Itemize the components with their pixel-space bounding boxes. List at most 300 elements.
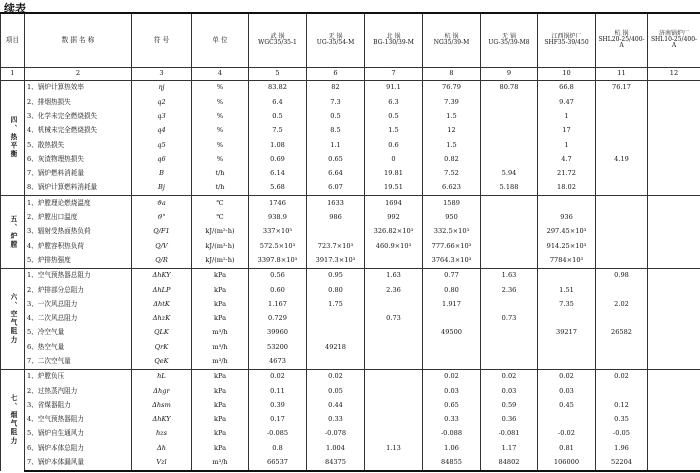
- unit-cell: ℃: [192, 196, 249, 211]
- value-cell: [596, 253, 648, 268]
- value-cell: -0.081: [481, 427, 538, 441]
- value-cell: 0.11: [249, 384, 307, 398]
- symbol-cell: ΔhLP: [132, 283, 192, 297]
- table-row: [1, 239, 700, 253]
- value-cell: 992: [365, 210, 423, 224]
- value-cell: 0: [365, 152, 423, 166]
- item-name: 8、锅炉计算燃料消耗量: [25, 181, 132, 196]
- value-cell: 936: [538, 210, 596, 224]
- table-row: [1, 384, 700, 398]
- value-cell: 0.77: [423, 268, 481, 283]
- column-header: 数 据 名 称: [25, 13, 132, 67]
- value-cell: [481, 196, 538, 211]
- symbol-cell: Δhgr: [132, 384, 192, 398]
- value-cell: 0.80: [423, 283, 481, 297]
- value-cell: 26582: [596, 326, 648, 340]
- boiler-maker: 江西锅炉厂: [551, 33, 582, 41]
- item-name: 2、排烟热损失: [25, 95, 132, 109]
- value-cell: 3764.3×10³: [423, 253, 481, 268]
- value-cell: [481, 354, 538, 369]
- value-cell: 0.73: [481, 311, 538, 325]
- unit-cell: kPa: [192, 384, 249, 398]
- item-name: 1、空气预热器总阻力: [25, 268, 132, 283]
- symbol-cell: B: [132, 166, 192, 180]
- value-cell: [596, 384, 648, 398]
- column-index: 3: [132, 67, 192, 80]
- boiler-model: NG35/39-M: [433, 39, 470, 47]
- value-cell: [481, 253, 538, 268]
- item-name: 6、锅炉本体总阻力: [25, 441, 132, 455]
- symbol-cell: QeK: [132, 354, 192, 369]
- value-cell: 986: [307, 210, 365, 224]
- item-name: 3、化学未完全燃烧损失: [25, 109, 132, 123]
- value-cell: [481, 326, 538, 340]
- value-cell: -0.085: [249, 427, 307, 441]
- value-cell: [648, 196, 700, 211]
- item-name: 3、省煤器阻力: [25, 398, 132, 412]
- value-cell: 2.36: [481, 283, 538, 297]
- table-row: [1, 326, 700, 340]
- value-cell: 39217: [538, 326, 596, 340]
- table-row: [1, 369, 700, 384]
- value-cell: 1.75: [307, 297, 365, 311]
- value-cell: 49218: [307, 340, 365, 354]
- value-cell: 1.96: [596, 441, 648, 455]
- symbol-cell: ΔhKY: [132, 412, 192, 426]
- item-name: 5、散热损失: [25, 138, 132, 152]
- value-cell: [648, 384, 700, 398]
- boiler-maker: 北 锅: [386, 33, 401, 41]
- value-cell: [596, 340, 648, 354]
- value-cell: 0.03: [481, 384, 538, 398]
- value-cell: 1.5: [423, 109, 481, 123]
- value-cell: 2.36: [365, 283, 423, 297]
- value-cell: 0.81: [538, 441, 596, 455]
- unit-cell: kPa: [192, 412, 249, 426]
- value-cell: [648, 297, 700, 311]
- symbol-cell: Q/R: [132, 253, 192, 268]
- symbol-cell: Bj: [132, 181, 192, 196]
- value-cell: 1.51: [538, 283, 596, 297]
- symbol-cell: ΔhtK: [132, 297, 192, 311]
- value-cell: [596, 239, 648, 253]
- value-cell: 1.63: [365, 268, 423, 283]
- boiler-column-header: [307, 13, 365, 67]
- header-row: [1, 13, 700, 67]
- value-cell: [648, 441, 700, 455]
- boiler-model: SHL20-25/400-A: [598, 36, 645, 50]
- item-name: 3、一次风总阻力: [25, 297, 132, 311]
- item-name: 2、炉排部分总阻力: [25, 283, 132, 297]
- value-cell: [365, 326, 423, 340]
- table-row: [1, 181, 700, 196]
- table-row: [1, 283, 700, 297]
- value-cell: 0.95: [307, 268, 365, 283]
- value-cell: 0.45: [538, 398, 596, 412]
- unit-cell: %: [192, 124, 249, 138]
- value-cell: 17: [538, 124, 596, 138]
- value-cell: 0.73: [365, 311, 423, 325]
- value-cell: [538, 412, 596, 426]
- value-cell: 0.6: [365, 138, 423, 152]
- item-name: 7、二次空气量: [25, 354, 132, 369]
- value-cell: [596, 138, 648, 152]
- item-name: 4、炉膛容积热负荷: [25, 239, 132, 253]
- boiler-column-header: [596, 13, 648, 67]
- value-cell: [365, 398, 423, 412]
- boiler-model: SHF35-39/450: [544, 39, 589, 47]
- value-cell: [596, 311, 648, 325]
- value-cell: 914.25×10³: [538, 239, 596, 253]
- value-cell: [423, 311, 481, 325]
- value-cell: 84855: [423, 455, 481, 471]
- value-cell: [648, 455, 700, 471]
- item-name: 4、空气预热器阻力: [25, 412, 132, 426]
- symbol-cell: q2: [132, 95, 192, 109]
- table-row: [1, 225, 700, 239]
- table-row: [1, 311, 700, 325]
- item-name: 1、炉膛理论燃烧温度: [25, 196, 132, 211]
- value-cell: 82: [307, 80, 365, 95]
- value-cell: [596, 210, 648, 224]
- unit-cell: ℃: [192, 210, 249, 224]
- section-label: 六、空气阻力: [1, 268, 25, 369]
- symbol-cell: Q/V: [132, 239, 192, 253]
- unit-cell: t/h: [192, 166, 249, 180]
- value-cell: [596, 181, 648, 196]
- value-cell: 0.33: [423, 412, 481, 426]
- item-name: 5、炉排热强度: [25, 253, 132, 268]
- value-cell: 938.9: [249, 210, 307, 224]
- column-index: 11: [596, 67, 648, 80]
- value-cell: 1.167: [249, 297, 307, 311]
- column-index: 5: [249, 67, 307, 80]
- unit-cell: m³/h: [192, 455, 249, 471]
- value-cell: [648, 427, 700, 441]
- value-cell: [365, 297, 423, 311]
- value-cell: [648, 124, 700, 138]
- value-cell: 0.02: [423, 369, 481, 384]
- value-cell: [648, 412, 700, 426]
- symbol-cell: Vzl: [132, 455, 192, 471]
- value-cell: [596, 225, 648, 239]
- value-cell: 7784×10³: [538, 253, 596, 268]
- value-cell: [648, 210, 700, 224]
- value-cell: 19.81: [365, 166, 423, 180]
- value-cell: 0.02: [538, 369, 596, 384]
- table-row: [1, 109, 700, 123]
- value-cell: [648, 253, 700, 268]
- table-row: [1, 340, 700, 354]
- value-cell: 0.17: [249, 412, 307, 426]
- boiler-model: UG-35/54-M: [316, 39, 355, 47]
- symbol-cell: Q/F1: [132, 225, 192, 239]
- item-name: 7、锅炉燃料消耗量: [25, 166, 132, 180]
- value-cell: [538, 354, 596, 369]
- unit-cell: kPa: [192, 311, 249, 325]
- value-cell: 18.02: [538, 181, 596, 196]
- unit-cell: m³/h: [192, 326, 249, 340]
- value-cell: 723.7×10³: [307, 239, 365, 253]
- value-cell: 0.60: [249, 283, 307, 297]
- unit-cell: %: [192, 80, 249, 95]
- value-cell: 1: [538, 109, 596, 123]
- item-name: 7、锅炉本体漏风量: [25, 455, 132, 471]
- value-cell: 460.9×10³: [365, 239, 423, 253]
- value-cell: 0.8: [249, 441, 307, 455]
- value-cell: 1.13: [365, 441, 423, 455]
- value-cell: [481, 297, 538, 311]
- column-index: 8: [423, 67, 481, 80]
- value-cell: 777.66×10³: [423, 239, 481, 253]
- section-label: 五、炉膛: [1, 196, 25, 269]
- value-cell: 3917.3×10³: [307, 253, 365, 268]
- column-index: 7: [365, 67, 423, 80]
- item-name: 6、灰渣物理热损失: [25, 152, 132, 166]
- value-cell: [423, 340, 481, 354]
- value-cell: [365, 427, 423, 441]
- item-name: 4、机械未完全燃烧损失: [25, 124, 132, 138]
- value-cell: [596, 196, 648, 211]
- table-row: [1, 455, 700, 471]
- value-cell: [596, 354, 648, 369]
- value-cell: 19.51: [365, 181, 423, 196]
- value-cell: [538, 196, 596, 211]
- value-cell: 1.004: [307, 441, 365, 455]
- value-cell: 49500: [423, 326, 481, 340]
- column-index: 10: [538, 67, 596, 80]
- item-name: 5、冷空气量: [25, 326, 132, 340]
- value-cell: 0.5: [365, 109, 423, 123]
- symbol-cell: hzs: [132, 427, 192, 441]
- value-cell: [481, 152, 538, 166]
- value-cell: [365, 369, 423, 384]
- table-row: [1, 253, 700, 268]
- value-cell: [481, 210, 538, 224]
- column-header: 单 位: [192, 13, 249, 67]
- value-cell: 0.36: [481, 412, 538, 426]
- value-cell: 332.5×10³: [423, 225, 481, 239]
- value-cell: 6.3: [365, 95, 423, 109]
- value-cell: 4673: [249, 354, 307, 369]
- section-label: 四、热平衡: [1, 80, 25, 195]
- item-name: 2、炉膛出口温度: [25, 210, 132, 224]
- symbol-cell: ηj: [132, 80, 192, 95]
- value-cell: 297.45×10³: [538, 225, 596, 239]
- boiler-column-header: [423, 13, 481, 67]
- value-cell: [307, 326, 365, 340]
- symbol-cell: ΔhKY: [132, 268, 192, 283]
- boiler-maker: 无 锅: [502, 33, 516, 41]
- value-cell: 1.06: [423, 441, 481, 455]
- value-cell: 66.8: [538, 80, 596, 95]
- value-cell: 0.39: [249, 398, 307, 412]
- value-cell: 106000: [538, 455, 596, 471]
- value-cell: 6.07: [307, 181, 365, 196]
- value-cell: 1.08: [249, 138, 307, 152]
- value-cell: 1: [538, 138, 596, 152]
- symbol-cell: q6: [132, 152, 192, 166]
- value-cell: 0.5: [249, 109, 307, 123]
- value-cell: [481, 340, 538, 354]
- value-cell: 7.35: [538, 297, 596, 311]
- column-index: 6: [307, 67, 365, 80]
- symbol-cell: QrK: [132, 340, 192, 354]
- symbol-cell: ΔhzK: [132, 311, 192, 325]
- value-cell: [648, 283, 700, 297]
- boiler-maker: 无 锅: [328, 33, 343, 41]
- value-cell: 5.68: [249, 181, 307, 196]
- boiler-maker: 杭 锅: [444, 33, 459, 41]
- table-row: [1, 441, 700, 455]
- table-row: [1, 138, 700, 152]
- value-cell: 0.5: [307, 109, 365, 123]
- value-cell: 0.69: [249, 152, 307, 166]
- table-row: [1, 166, 700, 180]
- value-cell: 0.03: [538, 384, 596, 398]
- section-label: 七、烟气阻力: [1, 369, 25, 471]
- value-cell: 2.02: [596, 297, 648, 311]
- boiler-column-header: [249, 13, 307, 67]
- value-cell: 4.19: [596, 152, 648, 166]
- value-cell: [596, 124, 648, 138]
- value-cell: [648, 311, 700, 325]
- value-cell: [648, 109, 700, 123]
- unit-cell: kJ/(m²·h): [192, 225, 249, 239]
- boiler-model: WGC35/35-1: [258, 39, 297, 47]
- value-cell: -0.02: [538, 427, 596, 441]
- boiler-maker: 武 锅: [270, 33, 285, 41]
- value-cell: [365, 354, 423, 369]
- unit-cell: kJ/(m²·h): [192, 253, 249, 268]
- value-cell: 4.7: [538, 152, 596, 166]
- column-index: 1: [1, 67, 25, 80]
- value-cell: [481, 95, 538, 109]
- item-name: 6、热空气量: [25, 340, 132, 354]
- symbol-cell: ϑa: [132, 196, 192, 211]
- value-cell: 1633: [307, 196, 365, 211]
- value-cell: [423, 354, 481, 369]
- table-row: [1, 152, 700, 166]
- table-row: [1, 268, 700, 283]
- boiler-maker: 济南锅炉厂: [658, 29, 689, 37]
- value-cell: [648, 398, 700, 412]
- item-name: 1、炉膛负压: [25, 369, 132, 384]
- unit-cell: kJ/(m³·h): [192, 239, 249, 253]
- value-cell: 6.14: [249, 166, 307, 180]
- value-cell: [648, 268, 700, 283]
- unit-cell: m³/h: [192, 354, 249, 369]
- symbol-cell: Δhsm: [132, 398, 192, 412]
- value-cell: [648, 326, 700, 340]
- value-cell: 53200: [249, 340, 307, 354]
- value-cell: 326.82×10³: [365, 225, 423, 239]
- value-cell: -0.05: [596, 427, 648, 441]
- value-cell: [648, 340, 700, 354]
- value-cell: 7.39: [423, 95, 481, 109]
- table-row: [1, 297, 700, 311]
- value-cell: 1694: [365, 196, 423, 211]
- table-row: [1, 124, 700, 138]
- unit-cell: kPa: [192, 297, 249, 311]
- boiler-data-table: [0, 12, 700, 472]
- value-cell: 1589: [423, 196, 481, 211]
- table-caption: 续表: [4, 2, 26, 15]
- value-cell: [307, 354, 365, 369]
- unit-cell: kPa: [192, 441, 249, 455]
- value-cell: [648, 225, 700, 239]
- unit-cell: kPa: [192, 268, 249, 283]
- symbol-cell: q3: [132, 109, 192, 123]
- column-index: 4: [192, 67, 249, 80]
- value-cell: 572.5×10³: [249, 239, 307, 253]
- column-index: 2: [25, 67, 132, 80]
- value-cell: 0.12: [596, 398, 648, 412]
- value-cell: 1.917: [423, 297, 481, 311]
- value-cell: -0.088: [423, 427, 481, 441]
- unit-cell: t/h: [192, 181, 249, 196]
- value-cell: 91.1: [365, 80, 423, 95]
- value-cell: 0.80: [307, 283, 365, 297]
- unit-cell: %: [192, 95, 249, 109]
- value-cell: [648, 239, 700, 253]
- unit-cell: kPa: [192, 398, 249, 412]
- value-cell: [648, 80, 700, 95]
- value-cell: [596, 95, 648, 109]
- value-cell: 0.35: [596, 412, 648, 426]
- value-cell: 0.02: [307, 369, 365, 384]
- value-cell: -0.078: [307, 427, 365, 441]
- item-name: 4、二次风总阻力: [25, 311, 132, 325]
- value-cell: 7.5: [249, 124, 307, 138]
- value-cell: 3397.8×10³: [249, 253, 307, 268]
- value-cell: [365, 412, 423, 426]
- value-cell: 0.03: [423, 384, 481, 398]
- value-cell: 0.02: [249, 369, 307, 384]
- value-cell: 8.5: [307, 124, 365, 138]
- value-cell: 5.94: [481, 166, 538, 180]
- value-cell: 6.64: [307, 166, 365, 180]
- value-cell: [596, 109, 648, 123]
- column-index: 12: [648, 67, 700, 80]
- column-header: 符 号: [132, 13, 192, 67]
- boiler-model: BG-130/39-M: [373, 39, 414, 47]
- value-cell: [365, 340, 423, 354]
- value-cell: 84802: [481, 455, 538, 471]
- column-index: 9: [481, 67, 538, 80]
- value-cell: 0.02: [481, 369, 538, 384]
- value-cell: [481, 109, 538, 123]
- value-cell: [648, 152, 700, 166]
- value-cell: [648, 166, 700, 180]
- value-cell: 80.78: [481, 80, 538, 95]
- value-cell: 0.33: [307, 412, 365, 426]
- value-cell: [538, 268, 596, 283]
- value-cell: 1.5: [365, 124, 423, 138]
- symbol-cell: Δh: [132, 441, 192, 455]
- table-row: [1, 412, 700, 426]
- boiler-maker: 杭 锅: [614, 29, 629, 37]
- value-cell: [648, 354, 700, 369]
- value-cell: 1.5: [423, 138, 481, 152]
- column-index-row: [1, 67, 700, 80]
- value-cell: 76.79: [423, 80, 481, 95]
- value-cell: 6.4: [249, 95, 307, 109]
- boiler-column-header: [538, 13, 596, 67]
- value-cell: [481, 225, 538, 239]
- value-cell: [648, 181, 700, 196]
- symbol-cell: ϑ": [132, 210, 192, 224]
